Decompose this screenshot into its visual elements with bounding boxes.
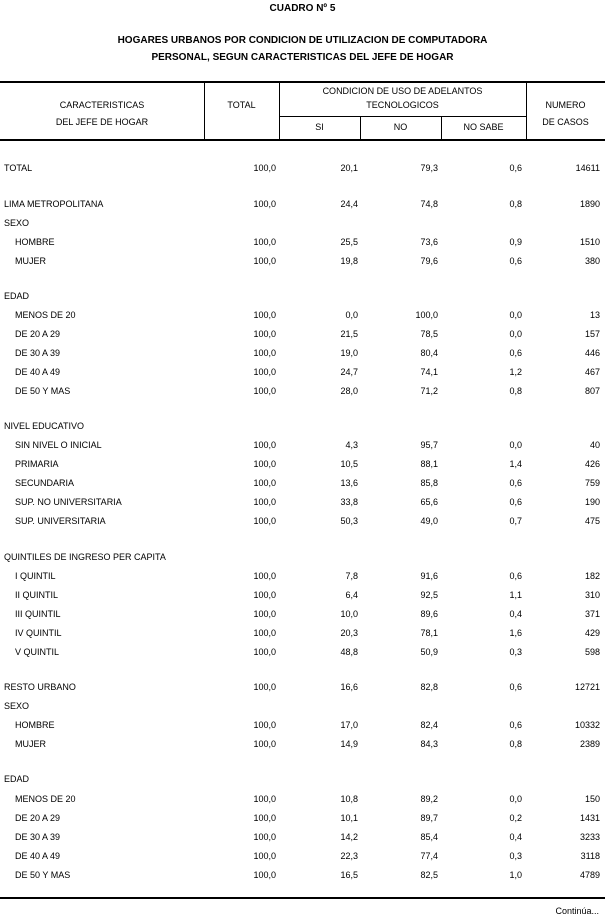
total-cell: 100,0: [253, 647, 276, 657]
no-cell: 80,4: [420, 348, 438, 358]
no-sabe-cell: 0,6: [509, 720, 522, 730]
row-label: IV QUINTIL: [15, 628, 62, 638]
row-label: TOTAL: [4, 163, 33, 173]
si-cell: 10,1: [340, 813, 358, 823]
cases-cell: 475: [584, 516, 600, 526]
no-sabe-cell: 0,2: [509, 813, 522, 823]
cases-cell: 182: [584, 571, 600, 581]
no-sabe-cell: 1,1: [509, 590, 522, 600]
cases-cell: 3233: [579, 832, 600, 842]
si-cell: 20,1: [340, 163, 358, 173]
header-cases: DE CASOS: [542, 117, 589, 127]
no-cell: 73,6: [420, 237, 438, 247]
row-label: DE 40 A 49: [15, 851, 61, 861]
cases-cell: 1510: [579, 237, 600, 247]
row-label: LIMA METROPOLITANA: [4, 199, 104, 209]
header-si: SI: [315, 122, 324, 132]
no-sabe-cell: 0,6: [509, 348, 522, 358]
row-label: MENOS DE 20: [15, 310, 76, 320]
no-sabe-cell: 0,0: [509, 329, 522, 339]
cases-cell: 1431: [579, 813, 600, 823]
no-cell: 89,2: [420, 794, 438, 804]
header-condition: CONDICION DE USO DE ADELANTOS: [322, 86, 483, 96]
total-cell: 100,0: [253, 571, 276, 581]
no-sabe-cell: 0,0: [509, 440, 522, 450]
row-label: DE 50 Y MAS: [15, 386, 71, 396]
total-cell: 100,0: [253, 256, 276, 266]
header-divider: [204, 83, 205, 139]
cases-cell: 467: [584, 367, 600, 377]
header-characteristics: CARACTERISTICAS: [59, 100, 145, 110]
row-label: DE 20 A 29: [15, 813, 61, 823]
no-cell: 82,5: [420, 870, 438, 880]
total-cell: 100,0: [253, 720, 276, 730]
cases-cell: 2389: [579, 739, 600, 749]
cases-cell: 380: [584, 256, 600, 266]
header-no: NO: [393, 122, 408, 132]
si-cell: 14,2: [340, 832, 358, 842]
row-label: MUJER: [15, 256, 46, 266]
total-cell: 100,0: [253, 832, 276, 842]
row-label: EDAD: [4, 774, 30, 784]
no-sabe-cell: 0,8: [509, 739, 522, 749]
cases-cell: 14611: [575, 163, 600, 173]
no-sabe-cell: 0,7: [509, 516, 522, 526]
total-cell: 100,0: [253, 163, 276, 173]
header-no-sabe: NO SABE: [463, 122, 504, 132]
header-divider: [279, 116, 526, 117]
row-label: HOMBRE: [15, 237, 55, 247]
cases-cell: 446: [584, 348, 600, 358]
si-cell: 20,3: [340, 628, 358, 638]
no-cell: 78,5: [420, 329, 438, 339]
header-top-rule: [0, 81, 605, 83]
si-cell: 13,6: [340, 478, 358, 488]
no-sabe-cell: 0,6: [509, 682, 522, 692]
cases-cell: 40: [589, 440, 600, 450]
continues-note: Continúa...: [555, 906, 599, 916]
no-cell: 100,0: [415, 310, 438, 320]
si-cell: 10,8: [340, 794, 358, 804]
cases-cell: 598: [584, 647, 600, 657]
cases-cell: 157: [584, 329, 600, 339]
row-label: DE 30 A 39: [15, 832, 61, 842]
total-cell: 100,0: [253, 386, 276, 396]
si-cell: 50,3: [340, 516, 358, 526]
row-label: RESTO URBANO: [4, 682, 76, 692]
no-sabe-cell: 0,4: [509, 832, 522, 842]
no-cell: 85,4: [420, 832, 438, 842]
cases-cell: 190: [584, 497, 600, 507]
total-cell: 100,0: [253, 739, 276, 749]
si-cell: 48,8: [340, 647, 358, 657]
total-cell: 100,0: [253, 310, 276, 320]
header-characteristics: DEL JEFE DE HOGAR: [55, 117, 149, 127]
header-bottom-rule: [0, 139, 605, 141]
total-cell: 100,0: [253, 813, 276, 823]
cases-cell: 310: [584, 590, 600, 600]
si-cell: 6,4: [345, 590, 358, 600]
row-label: EDAD: [4, 291, 30, 301]
no-sabe-cell: 0,0: [509, 794, 522, 804]
cases-cell: 150: [584, 794, 600, 804]
row-label: SUP. UNIVERSITARIA: [15, 516, 106, 526]
no-sabe-cell: 1,4: [509, 459, 522, 469]
row-label: PRIMARIA: [15, 459, 59, 469]
si-cell: 24,7: [340, 367, 358, 377]
row-label: SUP. NO UNIVERSITARIA: [15, 497, 122, 507]
no-sabe-cell: 0,6: [509, 571, 522, 581]
no-cell: 74,1: [420, 367, 438, 377]
row-label: SEXO: [4, 701, 30, 711]
no-cell: 84,3: [420, 739, 438, 749]
row-label: QUINTILES DE INGRESO PER CAPITA: [4, 552, 166, 562]
no-sabe-cell: 1,6: [509, 628, 522, 638]
no-cell: 89,6: [420, 609, 438, 619]
no-cell: 89,7: [420, 813, 438, 823]
no-cell: 49,0: [420, 516, 438, 526]
row-label: II QUINTIL: [15, 590, 59, 600]
row-label: MENOS DE 20: [15, 794, 76, 804]
no-sabe-cell: 0,0: [509, 310, 522, 320]
no-cell: 78,1: [420, 628, 438, 638]
no-cell: 91,6: [420, 571, 438, 581]
no-sabe-cell: 0,6: [509, 163, 522, 173]
si-cell: 7,8: [345, 571, 358, 581]
no-cell: 79,3: [420, 163, 438, 173]
no-sabe-cell: 1,0: [509, 870, 522, 880]
header-cases: NUMERO: [545, 100, 586, 110]
row-label: NIVEL EDUCATIVO: [4, 421, 85, 431]
total-cell: 100,0: [253, 348, 276, 358]
si-cell: 19,0: [340, 348, 358, 358]
header-total: TOTAL: [227, 100, 256, 110]
si-cell: 0,0: [345, 310, 358, 320]
row-label: SIN NIVEL O INICIAL: [15, 440, 102, 450]
total-cell: 100,0: [253, 851, 276, 861]
row-label: SEXO: [4, 218, 30, 228]
si-cell: 33,8: [340, 497, 358, 507]
cases-cell: 3118: [580, 851, 600, 861]
si-cell: 21,5: [340, 329, 358, 339]
row-label: III QUINTIL: [15, 609, 61, 619]
no-sabe-cell: 0,3: [509, 851, 522, 861]
si-cell: 17,0: [340, 720, 358, 730]
total-cell: 100,0: [253, 367, 276, 377]
total-cell: 100,0: [253, 590, 276, 600]
total-cell: 100,0: [253, 478, 276, 488]
si-cell: 16,5: [340, 870, 358, 880]
no-cell: 50,9: [420, 647, 438, 657]
table-title-line-1: HOGARES URBANOS POR CONDICION DE UTILIZACION DE COMPUTADORA: [117, 35, 488, 46]
no-cell: 82,4: [420, 720, 438, 730]
total-cell: 100,0: [253, 628, 276, 638]
cases-cell: 759: [584, 478, 600, 488]
si-cell: 14,9: [340, 739, 358, 749]
si-cell: 16,6: [340, 682, 358, 692]
total-cell: 100,0: [253, 794, 276, 804]
si-cell: 22,3: [340, 851, 358, 861]
table-number: CUADRO Nº 5: [269, 3, 336, 14]
cases-cell: 429: [584, 628, 600, 638]
total-cell: 100,0: [253, 459, 276, 469]
cases-cell: 1890: [579, 199, 600, 209]
si-cell: 10,5: [340, 459, 358, 469]
si-cell: 24,4: [340, 199, 358, 209]
cases-cell: 426: [584, 459, 600, 469]
table-bottom-rule: [0, 897, 605, 899]
si-cell: 4,3: [345, 440, 358, 450]
total-cell: 100,0: [253, 516, 276, 526]
total-cell: 100,0: [253, 497, 276, 507]
row-label: SECUNDARIA: [15, 478, 75, 488]
cases-cell: 371: [584, 609, 600, 619]
no-sabe-cell: 0,9: [509, 237, 522, 247]
no-sabe-cell: 0,3: [509, 647, 522, 657]
no-cell: 82,8: [420, 682, 438, 692]
no-sabe-cell: 0,8: [509, 386, 522, 396]
no-sabe-cell: 0,6: [509, 497, 522, 507]
no-sabe-cell: 0,8: [509, 199, 522, 209]
si-cell: 28,0: [340, 386, 358, 396]
no-cell: 85,8: [420, 478, 438, 488]
cases-cell: 12721: [574, 682, 600, 692]
total-cell: 100,0: [253, 870, 276, 880]
si-cell: 10,0: [340, 609, 358, 619]
no-sabe-cell: 0,6: [509, 478, 522, 488]
total-cell: 100,0: [253, 609, 276, 619]
table-title-line-2: PERSONAL, SEGUN CARACTERISTICAS DEL JEFE DE HOGAR: [151, 52, 454, 63]
no-cell: 74,8: [420, 199, 438, 209]
total-cell: 100,0: [253, 682, 276, 692]
row-label: I QUINTIL: [15, 571, 56, 581]
header-divider: [526, 83, 527, 139]
header-condition: TECNOLOGICOS: [366, 100, 439, 110]
no-cell: 88,1: [420, 459, 438, 469]
row-label: MUJER: [15, 739, 46, 749]
total-cell: 100,0: [253, 237, 276, 247]
row-label: DE 50 Y MAS: [15, 870, 71, 880]
no-cell: 95,7: [420, 440, 438, 450]
total-cell: 100,0: [253, 199, 276, 209]
no-cell: 92,5: [420, 590, 438, 600]
no-cell: 65,6: [420, 497, 438, 507]
no-sabe-cell: 0,6: [509, 256, 522, 266]
cases-cell: 13: [589, 310, 600, 320]
cases-cell: 807: [584, 386, 600, 396]
row-label: V QUINTIL: [15, 647, 60, 657]
no-sabe-cell: 1,2: [509, 367, 522, 377]
cases-cell: 10332: [574, 720, 600, 730]
no-cell: 71,2: [420, 386, 438, 396]
si-cell: 25,5: [340, 237, 358, 247]
row-label: HOMBRE: [15, 720, 55, 730]
total-cell: 100,0: [253, 440, 276, 450]
row-label: DE 20 A 29: [15, 329, 61, 339]
no-cell: 79,6: [420, 256, 438, 266]
total-cell: 100,0: [253, 329, 276, 339]
no-sabe-cell: 0,4: [509, 609, 522, 619]
row-label: DE 40 A 49: [15, 367, 61, 377]
no-cell: 77,4: [420, 851, 438, 861]
cases-cell: 4789: [579, 870, 600, 880]
row-label: DE 30 A 39: [15, 348, 61, 358]
si-cell: 19,8: [340, 256, 358, 266]
